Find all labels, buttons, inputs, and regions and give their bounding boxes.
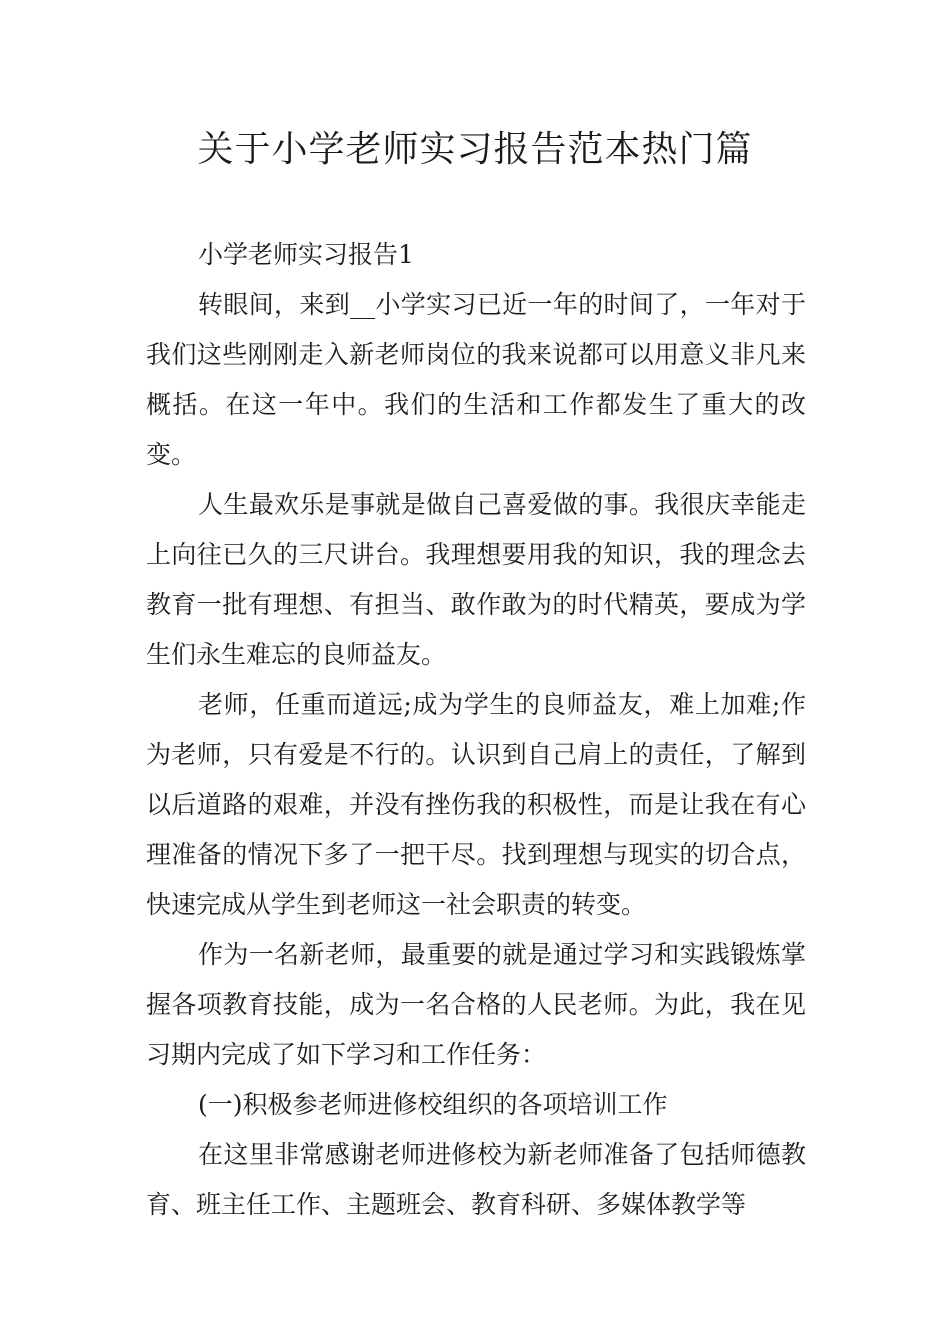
paragraph: 在这里非常感谢老师进修校为新老师准备了包括师德教育、班主任工作、主题班会、教育科研、多媒体教学等 xyxy=(146,1140,806,1219)
section-heading: 小学老师实习报告1 xyxy=(198,240,414,269)
document-body xyxy=(146,230,806,1230)
paragraph: 转眼间，来到__小学实习已近一年的时间了，一年对于我们这些刚刚走入新老师岗位的我来说都可以用意义非凡来概括。在这一年中。我们的生活和工作都发生了重大的改变。 xyxy=(146,290,806,469)
paragraph: 人生最欢乐是事就是做自己喜爱做的事。我很庆幸能走上向往已久的三尺讲台。我理想要用我的知识，我的理念去教育一批有理想、有担当、敢作敢为的时代精英，要成为学生们永生难忘的良师益友。 xyxy=(146,490,806,669)
document-title: 关于小学老师实习报告范本热门篇 xyxy=(197,129,753,170)
paragraph: 老师，任重而道远;成为学生的良师益友，难上加难;作为老师，只有爱是不行的。认识到自己肩上的责任，了解到以后道路的艰难，并没有挫伤我的积极性，而是让我在有心理准备的情况下多了一把干尽。找到理想与现实的切合点，快速完成从学生到老师这一社会职责的转变。 xyxy=(146,690,806,919)
subsection-heading: (一)积极参老师进修校组织的各项培训工作 xyxy=(198,1090,668,1119)
paragraph: 作为一名新老师，最重要的就是通过学习和实践锻炼掌握各项教育技能，成为一名合格的人民老师。为此，我在见习期内完成了如下学习和工作任务： xyxy=(146,940,806,1069)
